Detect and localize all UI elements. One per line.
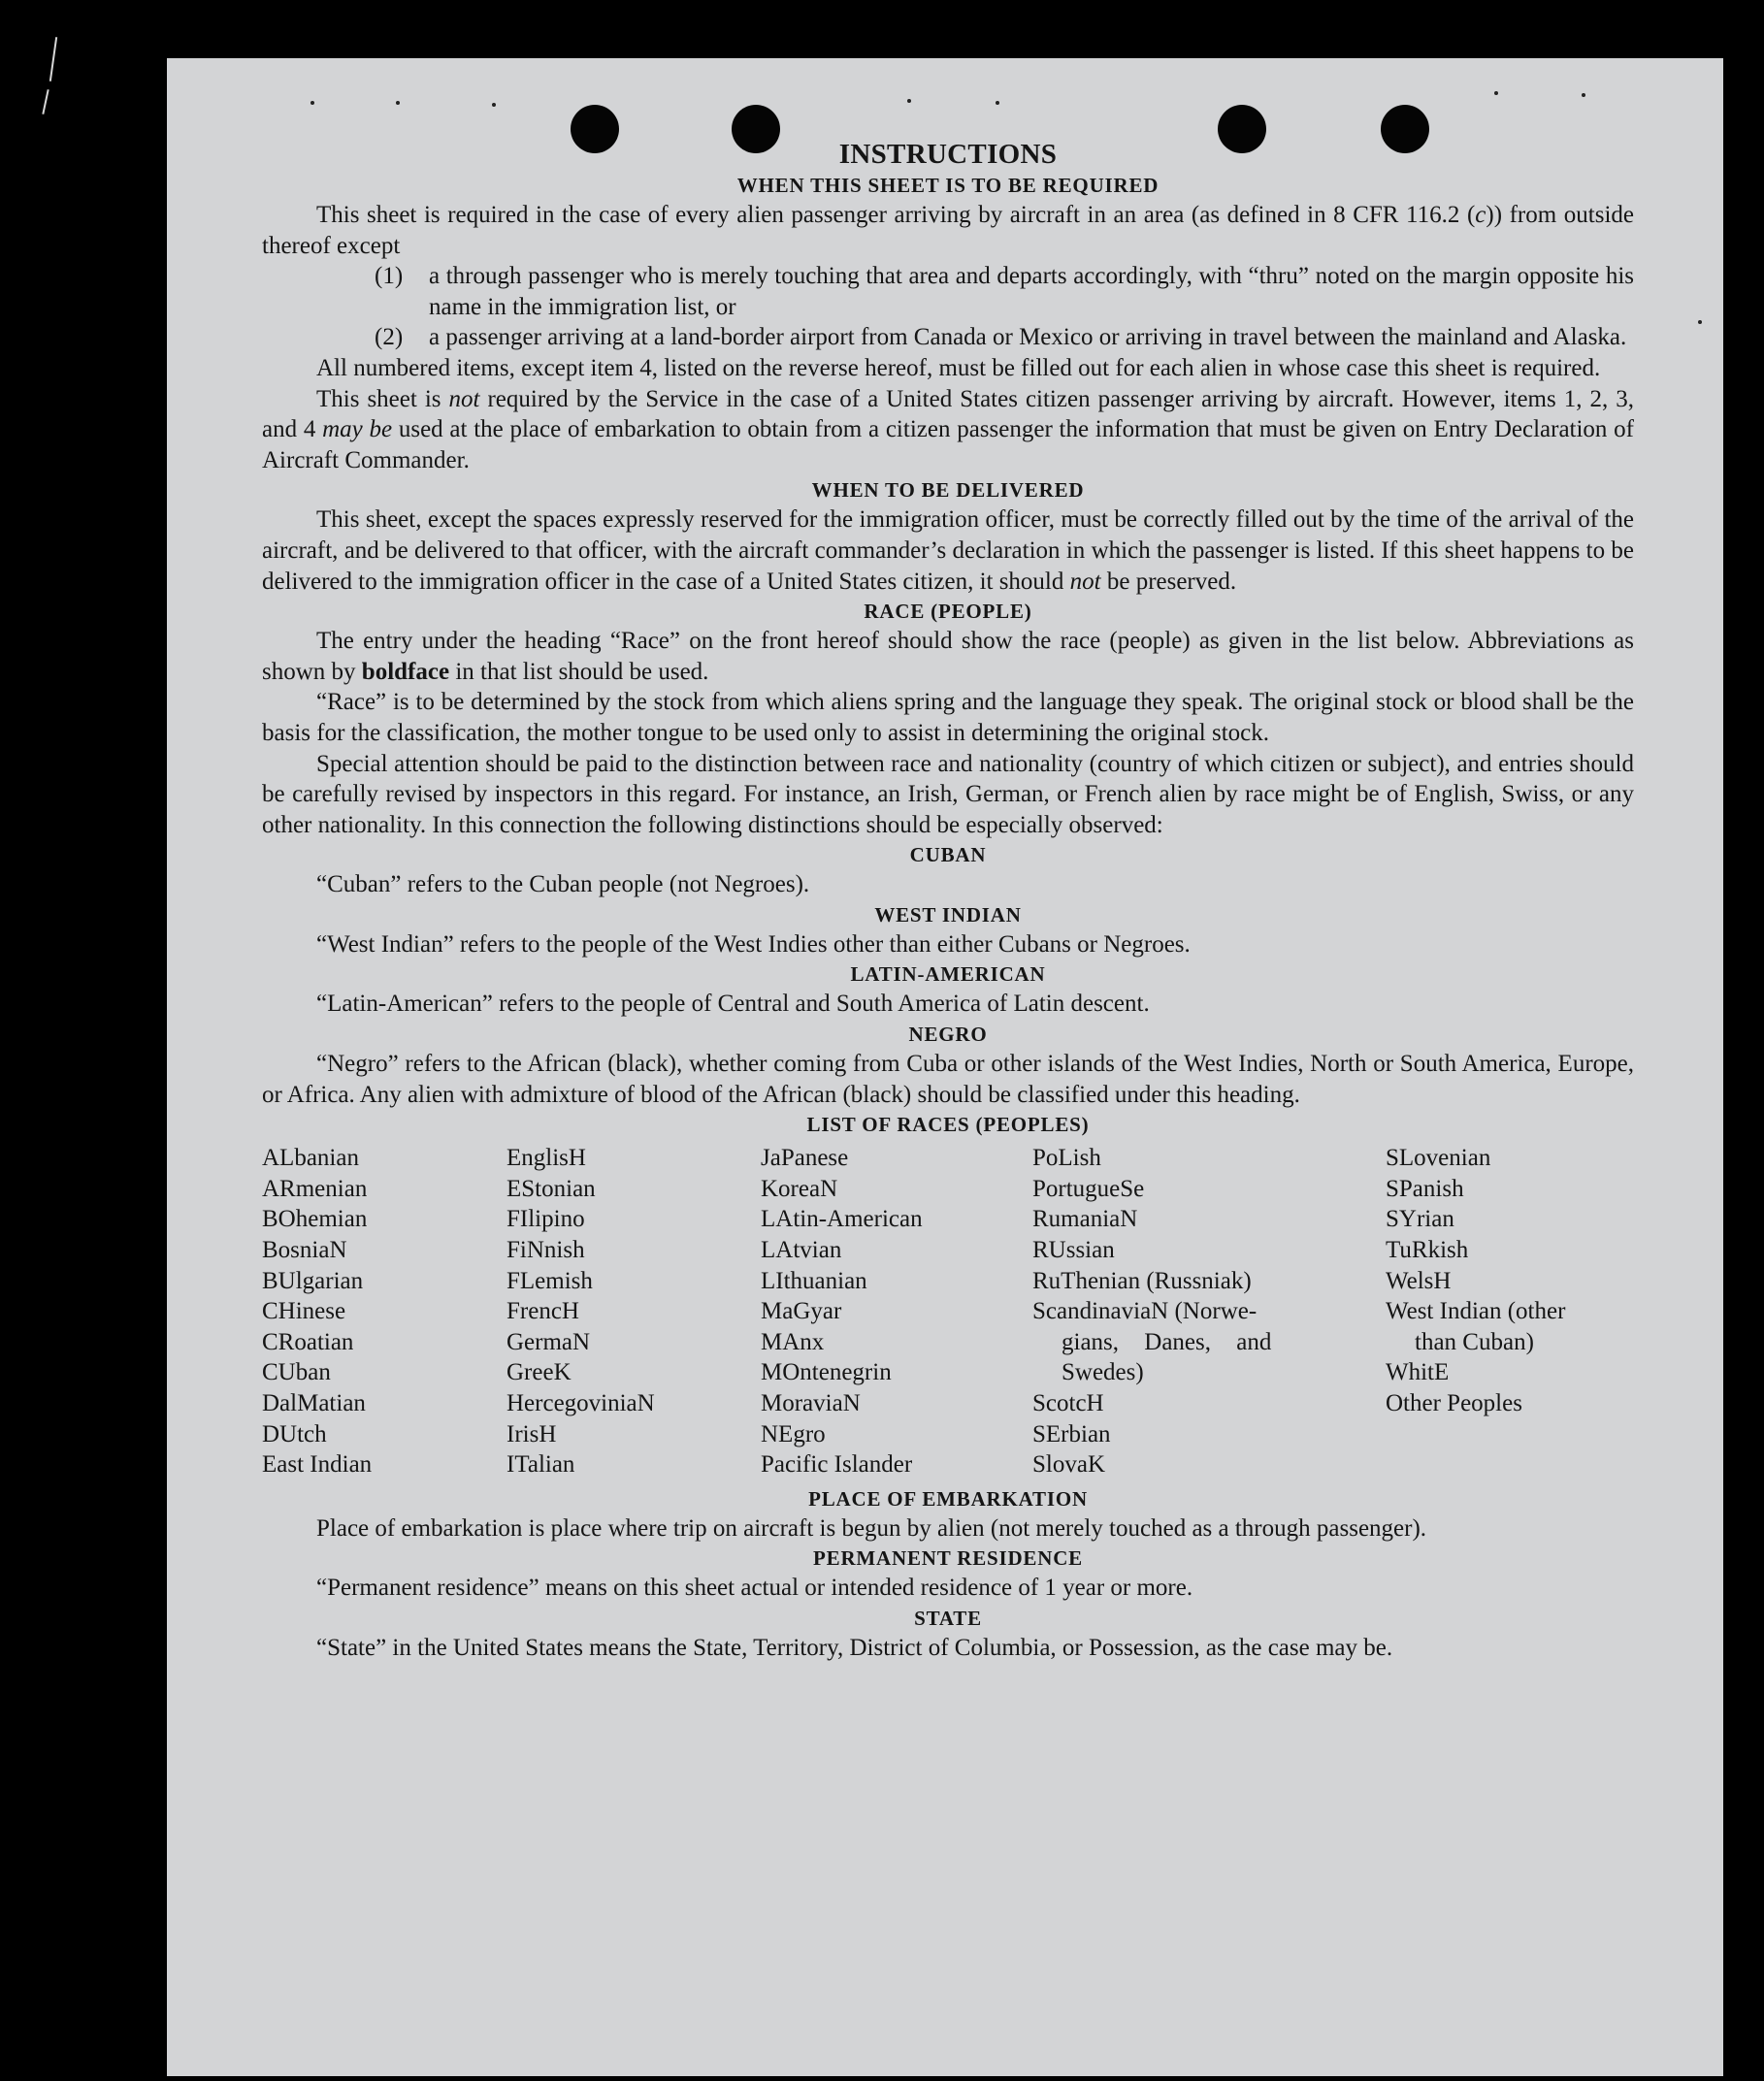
paragraph-requirement: This sheet is required in the case of every alien passenger arriving by aircraft in an area (as defined in 8 CFR 116.2 (c)) from outside thereof except [262,202,1634,259]
race-column-1 [262,1143,506,1480]
race-entry: MaGyar [761,1298,842,1325]
speck [907,99,911,103]
race-entry: ITalian [506,1451,575,1479]
race-entry: KoreaN [761,1175,838,1202]
speck [1494,91,1498,95]
race-entry: gians, Danes, and [1062,1328,1272,1355]
race-entry: IrisH [506,1420,557,1447]
exception-item-1: (1) a through passenger who is merely touching that area and departs accordingly, with “thru” noted on the margin opposite his name in the immigration list, or [375,263,1634,320]
race-entry: LIthuanian [761,1267,867,1294]
race-entry: NEgro [761,1420,826,1447]
race-entry: FLemish [506,1267,593,1294]
race-entry: FiNnish [506,1237,585,1264]
heading-west-indian: WEST INDIAN [874,902,1022,927]
race-entry: SLovenian [1386,1145,1491,1172]
speck [492,103,496,107]
speck [396,101,400,105]
paragraph-race-nationality: Special attention should be paid to the distinction between race and nationality (country of which citizen or subject), and entries should be carefully revised by inspectors in this regard. For instance, an Irish, German, or French alien by race might be of English, Swiss, or any other nationality. In this connection the following distinctions should be especially observed: [262,750,1634,838]
race-entry: LAtvian [761,1237,842,1264]
race-entry: DalMatian [262,1390,366,1416]
race-column-4 [1032,1143,1318,1480]
film-scratch [42,89,49,114]
paragraph-embarkation: Place of embarkation is place where trip on aircraft is begun by alien (not merely touched as a through passenger). [316,1514,1427,1542]
race-entry: SErbian [1032,1420,1111,1447]
instructions-content [262,138,1634,1664]
race-column-5 [1386,1143,1634,1480]
race-entry: BosniaN [262,1237,347,1264]
race-entry: PortugueSe [1032,1175,1145,1202]
race-entry: ScandinaviaN (Norwe- [1032,1298,1258,1325]
race-list [262,1143,1634,1480]
paragraph-race-entry: The entry under the heading “Race” on the front hereof should show the race (people) as given in the list below. Abbreviations as shown by boldface in that list should be used. [262,628,1634,685]
race-entry: HercegoviniaN [506,1390,655,1416]
race-entry: East Indian [262,1451,373,1479]
race-entry: MoraviaN [761,1390,861,1416]
race-entry: PoLish [1032,1145,1101,1172]
speck [996,101,999,105]
race-column-3 [761,1143,1032,1480]
race-entry: MAnx [761,1328,825,1355]
paragraph-state: “State” in the United States means the State, Territory, District of Columbia, or Possession, as the case may be. [316,1634,1393,1661]
heading-when-required: WHEN THIS SHEET IS TO BE REQUIRED [736,174,1160,197]
speck [310,101,314,105]
race-entry: RUssian [1032,1237,1115,1264]
paragraph-cuban: “Cuban” refers to the Cuban people (not Negroes). [316,871,810,898]
race-entry: MOntenegrin [761,1359,892,1386]
paragraph-delivery: This sheet, except the spaces expressly reserved for the immigration officer, must be correctly filled out by the time of the arrival of the aircraft, and be delivered to that officer, with the aircraft commander’s declaration in which the passenger is listed. If this sheet happens to be delivered to the immigration officer in the case of a United States citizen, it should not be preserved. [262,506,1634,595]
race-entry: BOhemian [262,1206,368,1233]
exception-item-2: (2) a passenger arriving at a land-border airport from Canada or Mexico or arriving in travel between the mainland and Alaska. [375,324,1627,351]
paragraph-latin-american: “Latin-American” refers to the people of Central and South America of Latin descent. [316,991,1150,1018]
paragraph-negro: “Negro” refers to the African (black), whether coming from Cuba or other islands of the West Indies, North or South America, Europe, or Africa. Any alien with admixture of blood of the African (black) should be classified under this heading. [262,1051,1634,1108]
race-entry: WhitE [1386,1359,1450,1386]
heading-list-of-races: LIST OF RACES (PEOPLES) [806,1113,1090,1137]
heading-cuban: CUBAN [909,843,987,867]
heading-state: STATE [914,1606,982,1630]
race-entry: EStonian [506,1175,596,1202]
race-entry: BUlgarian [262,1267,364,1294]
race-entry: West Indian (other [1386,1298,1566,1325]
race-entry: JaPanese [761,1145,849,1172]
heading-when-delivered: WHEN TO BE DELIVERED [811,478,1085,503]
paragraph-citizen: This sheet is not required by the Service in the case of a United States citizen passenger arriving by aircraft. However, items 1, 2, 3, and 4 may be used at the place of embarkation to obtain from a citizen passenger the information that must be given on Entry Declaration of Aircraft Commander. [262,385,1635,473]
race-entry: ALbanian [262,1145,359,1172]
race-entry: RumaniaN [1032,1206,1138,1233]
heading-latin-american: LATIN-AMERICAN [850,962,1046,987]
race-entry: EnglisH [506,1145,586,1172]
race-entry: CHinese [262,1298,346,1325]
race-entry: ScotcH [1032,1390,1104,1416]
race-entry: LAtin-American [761,1206,923,1233]
race-entry: SPanish [1386,1175,1464,1202]
race-entry: RuThenian (Russniak) [1032,1267,1252,1294]
race-entry: FIlipino [506,1206,585,1233]
page-title: INSTRUCTIONS [838,139,1058,170]
race-entry: TuRkish [1386,1237,1469,1264]
heading-race: RACE (PEOPLE) [864,600,1032,624]
race-entry: than Cuban) [1415,1328,1534,1355]
race-entry: GreeK [506,1359,572,1386]
race-entry: Other Peoples [1386,1390,1522,1416]
race-entry: SYrian [1386,1206,1454,1233]
heading-embarkation: PLACE OF EMBARKATION [808,1486,1088,1511]
paragraph-west-indian: “West Indian” refers to the people of the West Indies other than either Cubans or Negroes. [316,930,1191,958]
race-column-2 [506,1143,761,1480]
paragraph-race-stock: “Race” is to be determined by the stock from which aliens spring and the language they speak. The original stock or blood shall be the basis for the classification, the mother tongue to be used only to assist in determining the original stock. [262,689,1634,746]
speck [1698,320,1702,324]
race-entry: FrencH [506,1298,579,1325]
race-entry: GermaN [506,1328,591,1355]
race-entry: Swedes) [1062,1359,1144,1386]
race-entry: DUtch [262,1420,327,1447]
paragraph-permanent-residence: “Permanent residence” means on this sheet actual or intended residence of 1 year or more. [316,1575,1193,1602]
race-entry: WelsH [1386,1267,1452,1294]
race-entry: SlovaK [1032,1451,1105,1479]
heading-permanent-residence: PERMANENT RESIDENCE [813,1546,1083,1571]
film-scratch [49,37,57,81]
speck [1582,93,1585,97]
race-entry: Pacific Islander [761,1451,913,1479]
race-entry: ARmenian [262,1175,368,1202]
paragraph-numbered-items: All numbered items, except item 4, listed on the reverse hereof, must be filled out for each alien in whose case this sheet is required. [316,354,1601,381]
race-entry: CUban [262,1359,331,1386]
heading-negro: NEGRO [908,1023,988,1047]
race-entry: CRoatian [262,1328,354,1355]
